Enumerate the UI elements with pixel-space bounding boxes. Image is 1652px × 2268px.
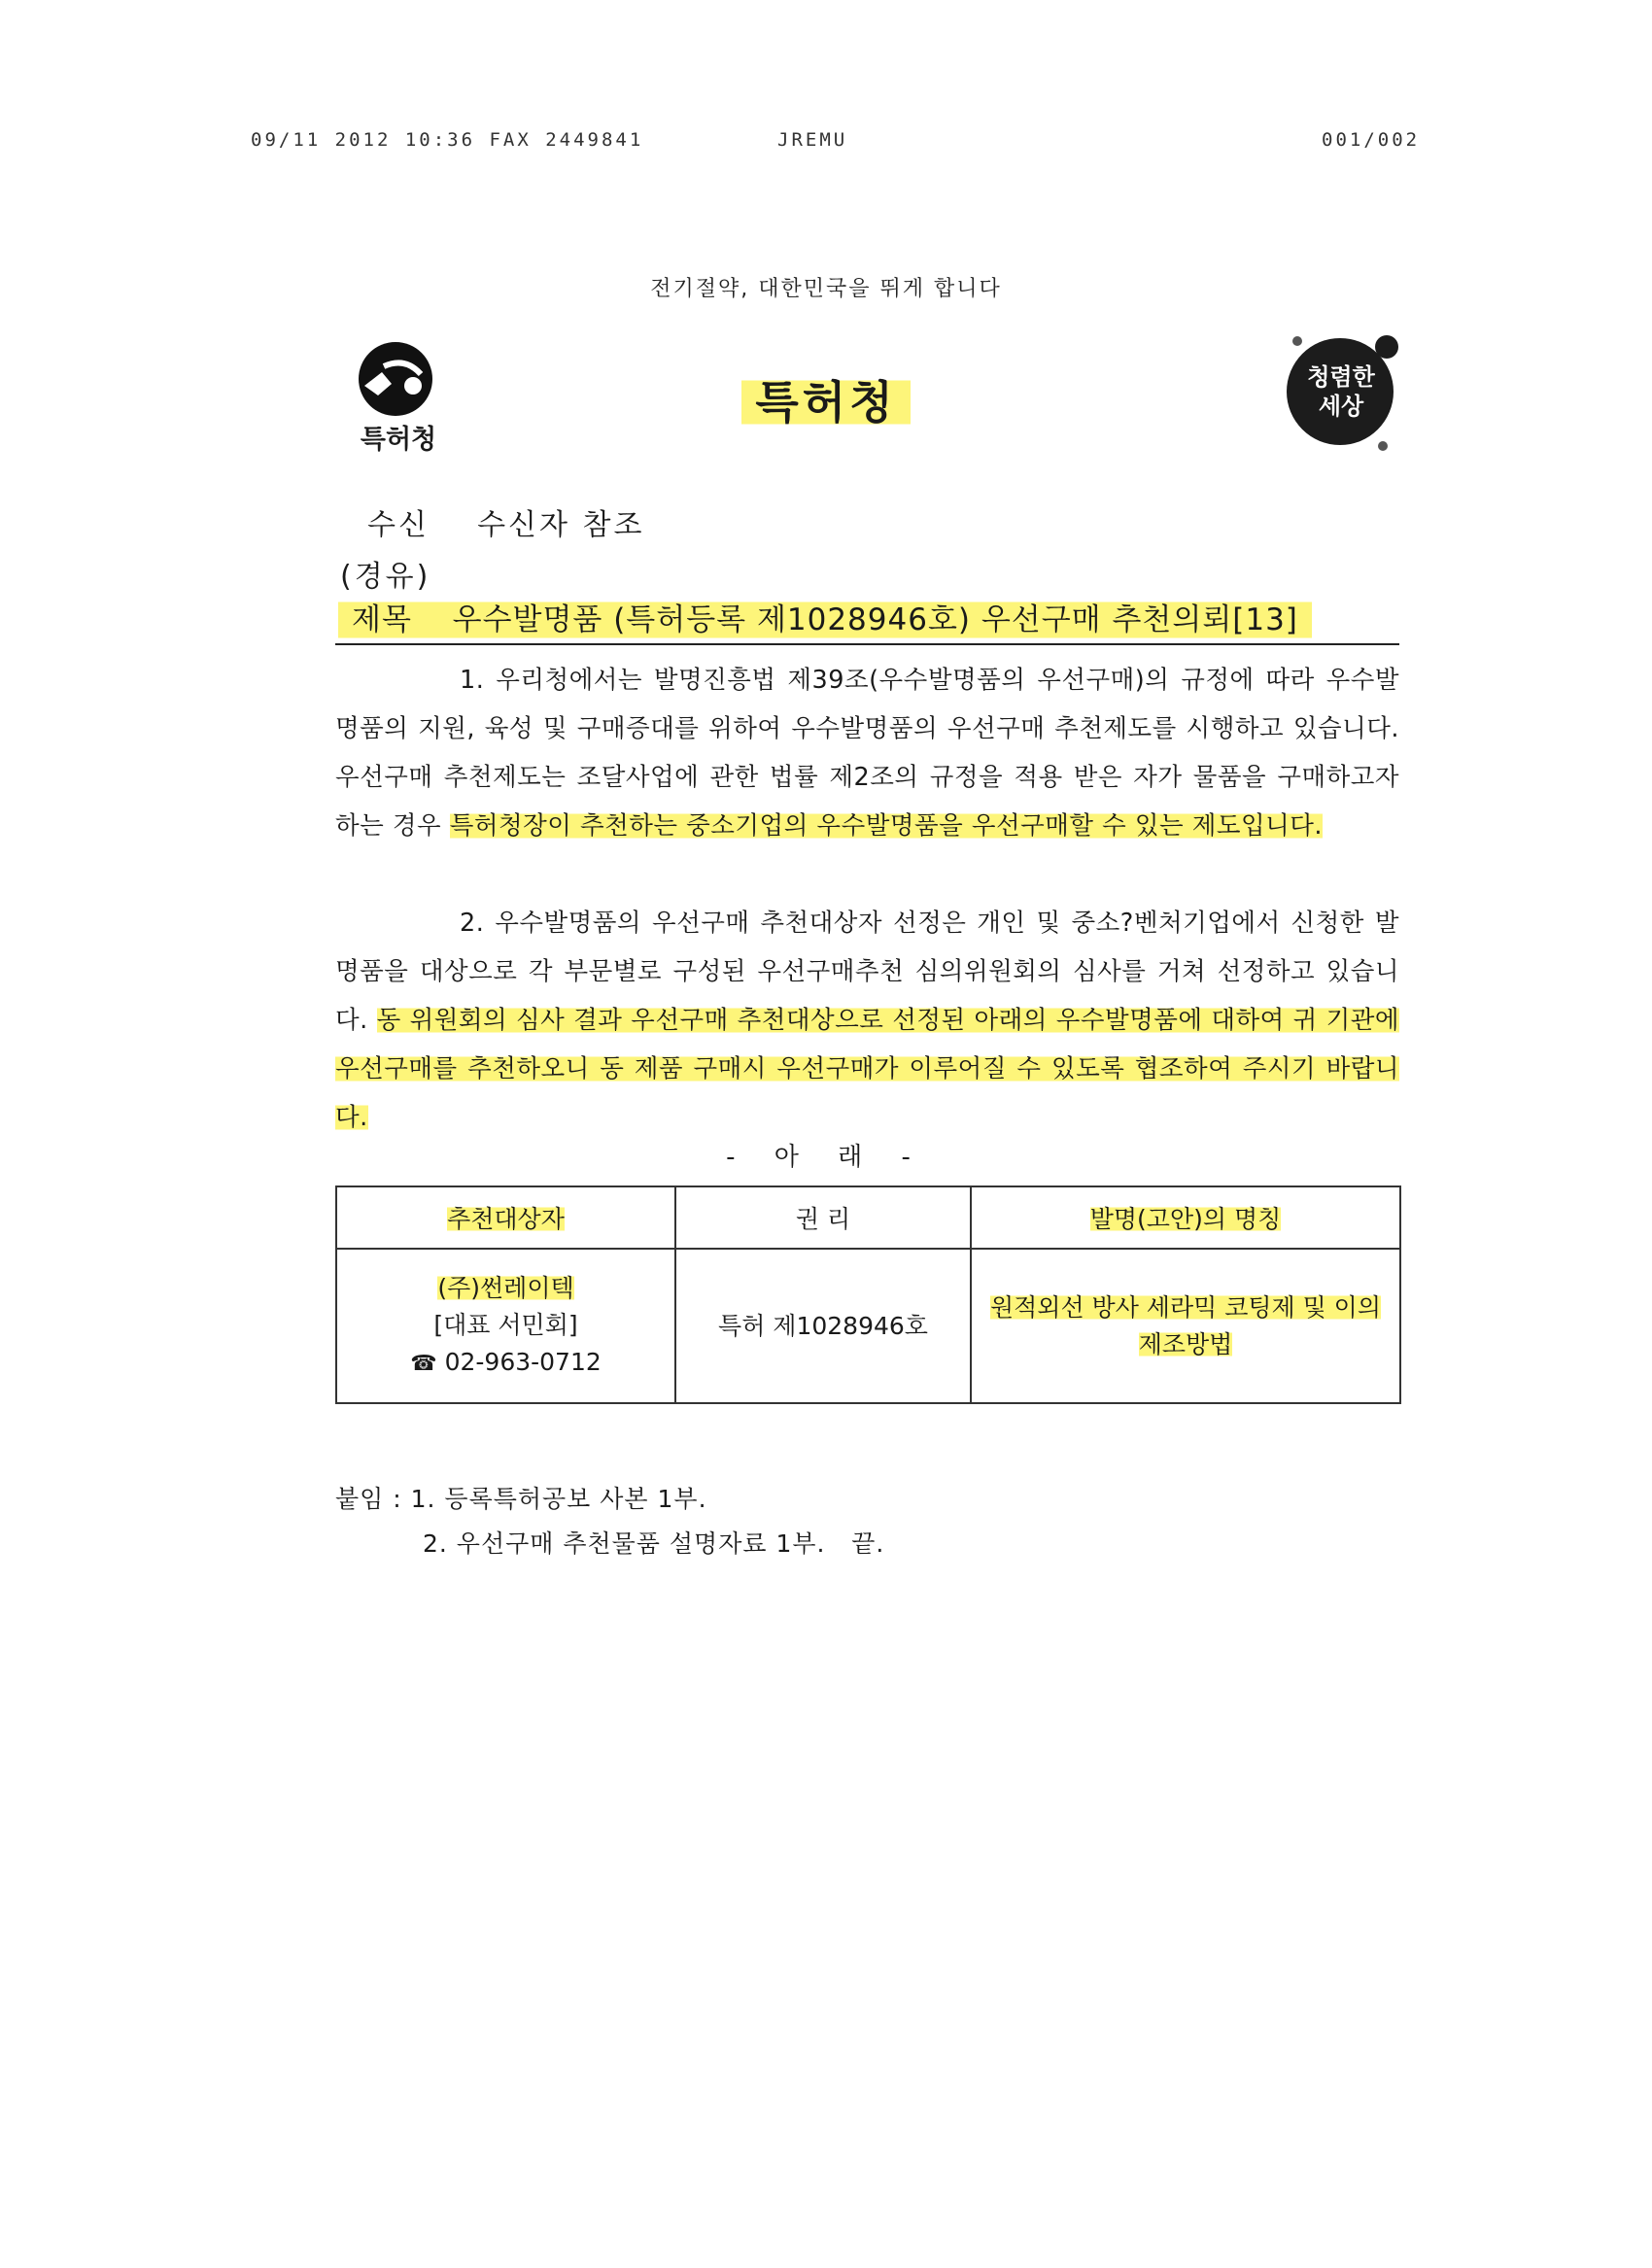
phone-number: 02-963-0712	[444, 1347, 602, 1376]
recipient-label: 수신	[367, 508, 430, 542]
column-header-invention	[971, 1186, 1400, 1249]
kipo-logo-text: 특허청	[360, 425, 437, 455]
slogan: 전기절약, 대한민국을 뛰게 합니다	[650, 277, 1002, 301]
attachments	[335, 1477, 884, 1566]
company-name: (주)썬레이텍	[437, 1273, 574, 1302]
paragraph-1	[335, 656, 1399, 850]
integrity-logo-line-2: 세상	[1318, 393, 1364, 420]
recipient-line	[367, 500, 645, 543]
representative-name: [대표 서민회]	[433, 1310, 578, 1339]
fax-header-left: 09/11 2012 10:36 FAX 2449841	[251, 129, 644, 151]
recipient-value: 수신자 참조	[477, 508, 645, 542]
fax-header-center: JREMU	[777, 129, 848, 151]
cell-right: 특허 제1028946호	[675, 1249, 971, 1403]
telephone-icon: ☎	[410, 1351, 437, 1376]
subject-divider	[335, 643, 1399, 645]
column-header-recipient	[336, 1186, 675, 1249]
subject-value: 우수발명품 (특허등록 제1028946호) 우선구매 추천의뢰[13]	[452, 602, 1298, 637]
cell-recipient	[336, 1249, 675, 1403]
subject-line	[338, 595, 1312, 638]
attachment-item-2: 2. 우선구매 추천물품 설명자료 1부. 끝.	[423, 1529, 885, 1558]
attachment-item-1: 1. 등록특허공보 사본 1부.	[410, 1485, 707, 1513]
table-row	[336, 1249, 1400, 1403]
paragraph-2-highlight: 동 위원회의 심사 결과 우선구매 추천대상으로 선정된 아래의 우수발명품에 대하여 귀 기관에 우선구매를 추천하오니 동 제품 구매시 우선구매가 이루어질 수 있도록 협조하여 주시기 바랍니다.	[335, 1006, 1399, 1132]
integrity-logo-line-1: 청렴한	[1307, 363, 1375, 391]
recommendation-table	[335, 1186, 1401, 1404]
phone-line	[338, 1344, 673, 1383]
invention-name: 원적외선 방사 세라믹 코팅제 및 이의 제조방법	[990, 1292, 1381, 1358]
column-header-right: 권 리	[675, 1186, 971, 1249]
paragraph-1-text: 1. 우리청에서는 발명진흥법 제39조(우수발명품의 우선구매)의 규정에 따라 우수발명품의 지원, 육성 및 구매증대를 위하여 우수발명품의 우선구매 추천제도를 시행하고 있습니다. 우선구매 추천제도는 조달사업에 관한 법률 제2조의 규정을 적용 받은 자가 물품을 구매하고자 하는 경우	[335, 666, 1399, 841]
cell-invention	[971, 1249, 1400, 1403]
paragraph-2-text: 2. 우수발명품의 우선구매 추천대상자 선정은 개인 및 중소?벤처기업에서 신청한 발명품을 대상으로 각 부문별로 구성된 우선구매추천 심의위원회의 심사를 거쳐 선정하고 있습니다.	[335, 909, 1399, 1035]
subject-label: 제목	[352, 602, 412, 637]
org-name: 특허청	[741, 376, 910, 429]
attachments-label: 붙임 :	[335, 1485, 402, 1513]
integrity-logo-text	[1297, 362, 1385, 421]
table-header-row	[336, 1186, 1400, 1249]
notice-mark: - 아 래 -	[726, 1143, 926, 1172]
column-header-recipient-text: 추천대상자	[447, 1205, 565, 1233]
paragraph-2	[335, 899, 1399, 1142]
paragraph-1-highlight: 특허청장이 추천하는 중소기업의 우수발명품을 우선구매할 수 있는 제도입니다.	[449, 811, 1323, 841]
integrity-logo	[1278, 326, 1409, 457]
via-line: (경유)	[340, 560, 431, 594]
fax-header-right: 001/002	[1322, 129, 1421, 151]
column-header-invention-text: 발명(고안)의 명칭	[1089, 1205, 1282, 1233]
